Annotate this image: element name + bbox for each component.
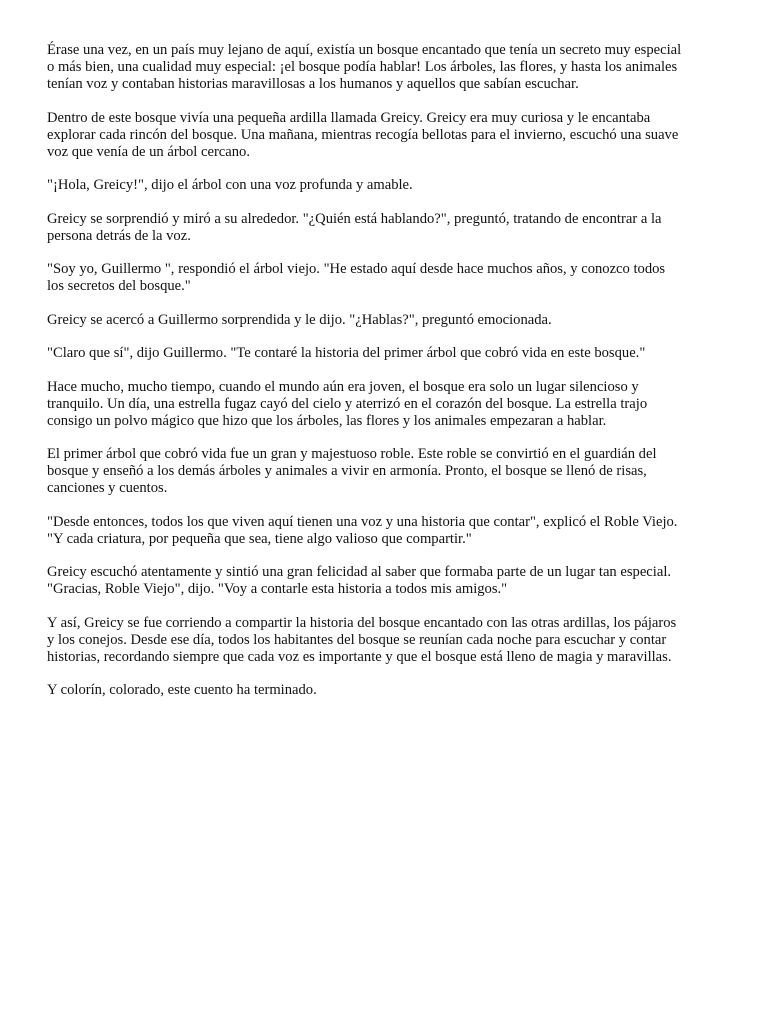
paragraph-old-oak-explains: "Desde entonces, todos los que viven aquí tienen una voz y una historia que contar", explicó el Roble Viejo. "Y cada criatura, por pequeña que sea, tiene algo valioso que compartir." [47, 513, 678, 547]
paragraph-greicy-shares: Y así, Greicy se fue corriendo a compartir la historia del bosque encantado con las otras ardillas, los pájaros y los conejos. Desde ese día, todos los habitantes del bosque se reunían cada noche para escuchar y contar historias, recordando siempre que cada voz es importante y que el bosque está lleno de magia y maravillas. [47, 614, 677, 665]
paragraph-tree-greeting: "¡Hola, Greicy!", dijo el árbol con una voz profunda y amable. [47, 177, 413, 193]
paragraph-ending: Y colorín, colorado, este cuento ha terminado. [47, 682, 317, 698]
document-page [47, 42, 727, 716]
paragraph-greicy-surprised: Greicy se sorprendió y miró a su alrededor. "¿Quién está hablando?", preguntó, tratando de encontrar a la persona detrás de la voz. [47, 210, 662, 244]
paragraph-greicy-intro: Dentro de este bosque vivía una pequeña ardilla llamada Greicy. Greicy era muy curiosa y le encantaba explorar cada rincón del bosque. Una mañana, mientras recogía bellotas para el invierno, escuchó una suave voz que venía de un árbol cercano. [47, 109, 679, 160]
paragraph-first-tree: El primer árbol que cobró vida fue un gran y majestuoso roble. Este roble se convirtió en el guardián del bosque y enseñó a los demás árboles y animales a vivir en armonía. Pronto, el bosque se llenó de risas, canciones y cuentos. [47, 446, 657, 496]
paragraph-shooting-star: Hace mucho, mucho tiempo, cuando el mundo aún era joven, el bosque era solo un lugar silencioso y tranquilo. Un día, una estrella fugaz cayó del cielo y aterrizó en el corazón del bosque. La estrella trajo consigo un polvo mágico que hizo que los árboles, las flores y los animales empezaran a hablar. [47, 378, 648, 429]
paragraph-intro: Érase una vez, en un país muy lejano de aquí, existía un bosque encantado que tenía un secreto muy especial o más bien, una cualidad muy especial: ¡el bosque podía hablar! Los árboles, las flores, y hasta los animales tenían voz y contaban historias maravillosas a los humanos y aquellos que sabían escuchar. [47, 42, 682, 92]
paragraph-guillermo-story-start: "Claro que sí", dijo Guillermo. "Te contaré la historia del primer árbol que cobró vida en este bosque." [47, 345, 646, 361]
paragraph-greicy-asks: Greicy se acercó a Guillermo sorprendida y le dijo. "¿Hablas?", preguntó emocionada. [47, 311, 552, 328]
paragraph-guillermo-reply: "Soy yo, Guillermo ", respondió el árbol viejo. "He estado aquí desde hace muchos años, y conozco todos los secretos del bosque." [47, 261, 666, 294]
paragraph-greicy-thanks: Greicy escuchó atentamente y sintió una gran felicidad al saber que formaba parte de un lugar tan especial. "Gracias, Roble Viejo", dijo. "Voy a contarle esta historia a todos mis amigos." [47, 564, 672, 597]
